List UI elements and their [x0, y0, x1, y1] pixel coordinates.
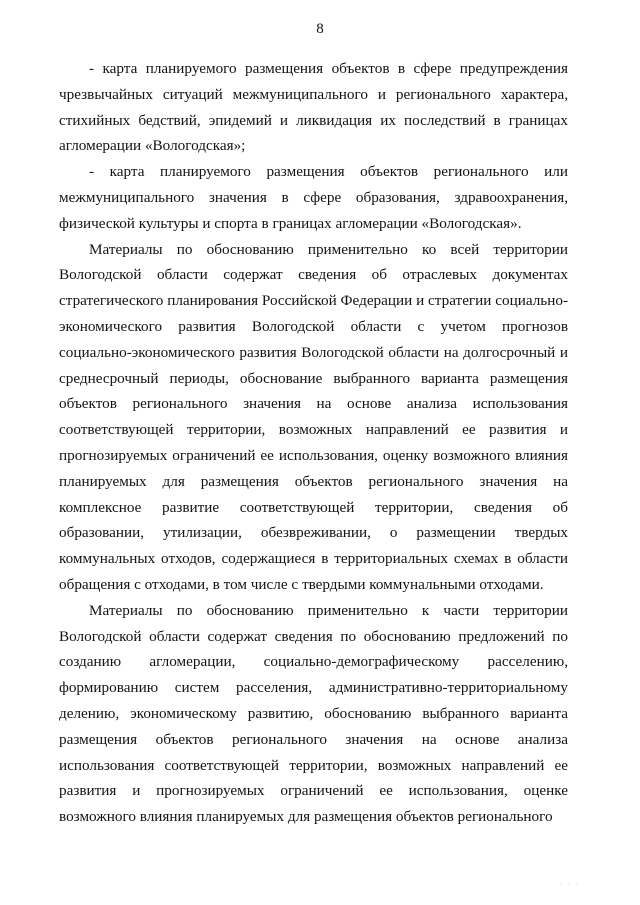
document-body: [59, 56, 568, 830]
paragraph-map-education: - карта планируемого размещения объектов регионального или межмуниципального значения в сфере образования, здравоохранения, физической культуры и спорта в границах агломерации «Вологодская».: [59, 163, 568, 232]
page-number: 8: [316, 21, 324, 37]
paragraph-materials-whole-territory: Материалы по обоснованию применительно ко всей территории Вологодской области содержат сведения об отраслевых документах стратегического планирования Российской Федерации и стратегии социально-экономического развития Вологодской области с учетом прогнозов социально-экономического развития Вологодской области на долгосрочный и среднесрочный периоды, обоснование выбранного варианта размещения объектов регионального значения на основе анализа использования соответствующей территории, возможных направлений ее развития и прогнозируемых ограничений ее использования, оценку возможного влияния планируемых для размещения объектов регионального значения на комплексное развитие соответствующей территории, сведения об образовании, утилизации, обезвреживании, о размещении твердых коммунальных отходов, содержащиеся в территориальных схемах в области обращения с отходами, в том числе с твердыми коммунальными отходами.: [59, 240, 568, 593]
paragraph-materials-part-territory: Материалы по обоснованию применительно к части территории Вологодской области содержат сведения по обоснованию предложений по созданию агломерации, социально-демографическому расселению, формированию систем расселения, административно-территориальному делению, экономическому развитию, обоснованию выбранного варианта размещения объектов регионального значения на основе анализа использования соответствующей территории, возможных направлений ее развития и прогнозируемых ограничений ее использования, оценке возможного влияния планируемых для размещения объектов регионального: [59, 601, 568, 826]
scan-artifact: · · ·: [559, 881, 580, 889]
paragraph-map-emergency: - карта планируемого размещения объектов в сфере предупреждения чрезвычайных ситуаций межмуниципального и регионального характера, стихийных бедствий, эпидемий и ликвидация их последствий в границах агломерации «Вологодская»;: [59, 60, 568, 155]
